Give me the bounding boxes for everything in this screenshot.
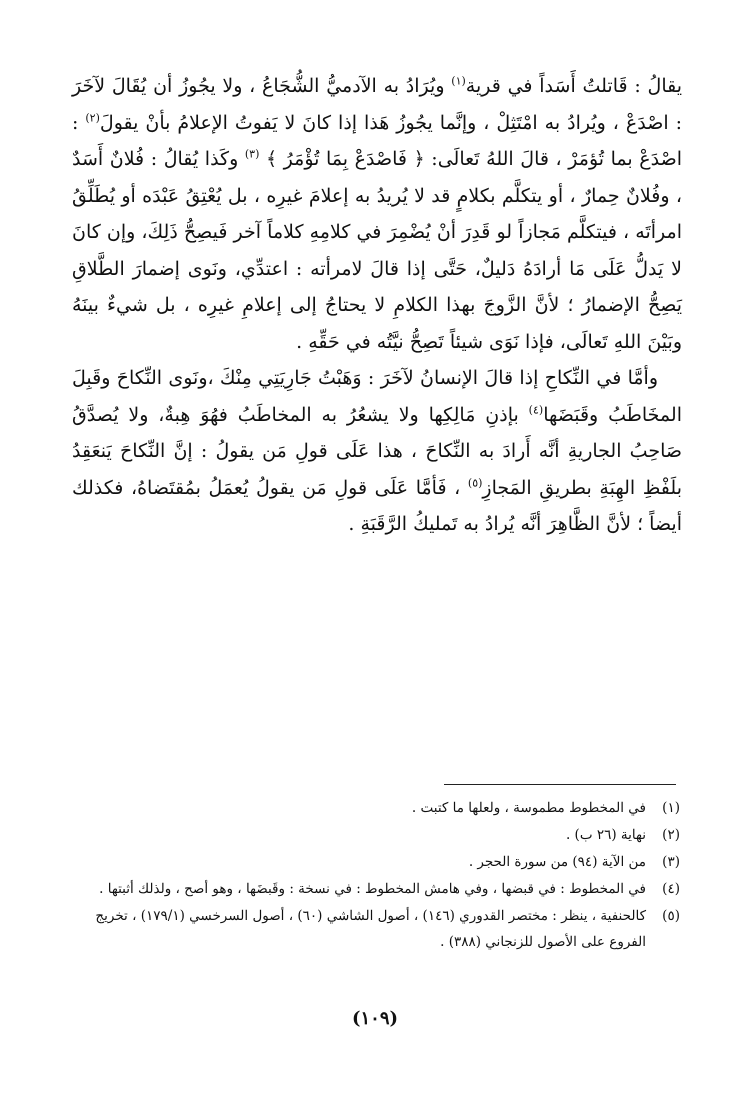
footnote-ref-3: (٣) <box>244 147 260 161</box>
footnote-ref-4: (٤) <box>528 403 544 417</box>
paragraph-1-part-3: : اصْدَعْ بما تُؤمَرْ ، قالَ اللهُ تَعالَى: ﴿ فَاصْدَعْ بِمَا تُؤْمَرُ ﴾ <box>72 111 683 170</box>
footnote <box>60 822 680 848</box>
footnote-ref-1: (١) <box>451 74 466 88</box>
paragraph-2-part-3: ، فَأمَّا عَلَى قولِ مَن يقولُ يُعمَلُ بمُقتَضاهُ، فكذلك أيضاً ؛ لأنَّ الظَّاهِرَ أنَّه يُرادُ به تَمليكُ الرَّقَبَةِ . <box>72 476 682 535</box>
footnote-ref-2: (٢) <box>85 111 100 125</box>
footnote-number: (٣) <box>662 854 680 870</box>
footnote <box>60 903 680 955</box>
footnote-text: كالحنفية ، ينظر : مختصر القدوري (١٤٦) ، أصول الشاشي (٦٠) ، أصول السرخسي (١٧٩/١) ، تخريج الفروع على الأصول للزنجاني (٣٨٨) . <box>95 908 646 950</box>
paragraph-2-part-2: بإذنِ مَالِكِها ولا يشعُرُ به المخاطَبُ فهُوَ هِبةٌ، ولا يُصدَّقُ صَاحِبُ الجاريةِ أنَّه أَرادَ به النِّكاحَ ، هذا عَلَى قولِ مَن يقولُ : إنَّ النِّكاحَ يَنعَقِدُ بلَفْظِ الهِبَةِ بطريقِ المَجازِ <box>72 403 682 499</box>
footnote <box>60 876 680 902</box>
paragraph-2-part-1: وأمَّا في النِّكاحِ إذا قالَ الإنسانُ لآخَرَ : وَهَبْتُ جَارِيَتِي مِنْكَ ،ونَوى النِّكاحَ وقَبِلَ المخَاطَبُ وقَبَضَها <box>72 367 682 426</box>
footnote-ref-5: (٥) <box>467 476 483 490</box>
footnote-number: (٥) <box>662 908 680 924</box>
footnote-text: من الآية (٩٤) من سورة الحجر . <box>468 854 646 870</box>
footnote-text: في المخطوط : في قبضها ، وفي هامش المخطوط : في نسخة : وقَبضَها ، وهو أصح ، ولذلك أثبتها . <box>99 881 646 897</box>
footnote-divider <box>444 784 676 785</box>
footnotes <box>60 795 680 956</box>
page-number: (١٠٩) <box>351 1008 399 1029</box>
paragraph-1-part-2: ويُرَادُ به الآدميُّ الشُّجَاعُ ، ولا يجُوزُ أن يُقَالَ لآخَرَ : اصْدَعْ ، ويُرادُ به امْتَثِلْ ، وإنَّما يجُوزُ هَذا إذا كانَ لا يَفوتُ الإعلامُ بأنْ يقولَ <box>72 75 682 134</box>
main-text <box>72 68 682 543</box>
footnote <box>60 795 680 821</box>
paragraph-1-part-4: وكَذا يُقالُ : فُلانٌ أَسَدٌ ، وفُلانٌ حِمارٌ ، أو يتكلَّم بكلامٍ قد لا يُريدُ به إعلامَ غيرِه ، بل يُعْتِقُ عَبْدَه أو يُطَلِّقُ امرأتَه ، فيتكلَّم مَجازاً لو قَدِرَ أنْ يُضْمِرَ في كلامِهِ كلاماً آخر فَيصِحُّ ذَلِكَ، وإن كانَ لا يَدلُّ عَلَى مَا أرادَهُ دَليلٌ، حَتَّى إذا قالَ لامرأته : اعتدِّي، ونَوى إضمارَ الطَّلاقِ يَصِحُّ الإضمارُ ؛ لأنَّ الزَّوجَ بهذا الكلامِ لا يحتاجُ إلى إعلامِ غيرِه ، بل شيءٌ بينَهُ وبَيْنَ اللهِ تَعالَى، فإذا نَوَى شيئاً تَصِحُّ نيَّتُه في حَقِّهِ . <box>72 148 682 353</box>
footnote-text: نهاية (٢٦ ب) . <box>565 827 646 843</box>
paragraph-1 <box>72 68 682 360</box>
footnote-number: (٢) <box>662 827 680 843</box>
footnote-number: (٤) <box>662 881 680 897</box>
footnote <box>60 849 680 875</box>
footnote-text: في المخطوط مطموسة ، ولعلها ما كتبت . <box>411 800 646 816</box>
footnote-number: (١) <box>662 800 680 816</box>
paragraph-1-part-1: يقالُ : قَاتلتُ أَسَداً في قرية <box>465 75 683 97</box>
paragraph-2 <box>72 360 682 543</box>
